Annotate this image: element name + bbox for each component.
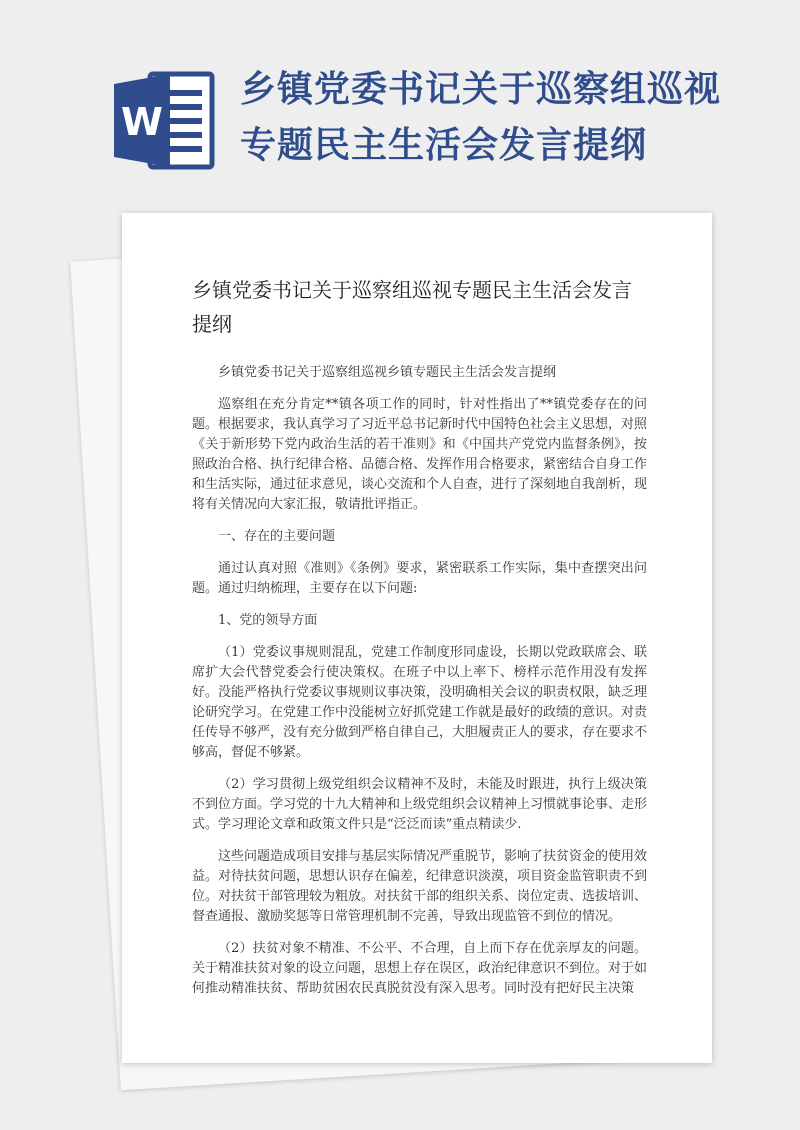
paragraph-impact: 这些问题造成项目安排与基层实际情况严重脱节，影响了扶贫资金的使用效益。对待扶贫问题，思想认识存在偏差，纪律意识淡漠，项目资金监管职责不到位。对扶贫干部管理较为粗放。对扶贫干部的组织关系、岗位定责、选拔培训、督查通报、激励奖惩等日常管理机制不完善，导致出现监管不到位的情况。 <box>192 849 648 924</box>
header-title-line-1: 乡镇党委书记关于巡察组巡视 <box>240 69 722 110</box>
paragraph-summary: 通过认真对照《准则》《条例》要求，紧密联系工作实际，集中查摆突出问题。通过归纳梳理，主要存在以下问题: <box>192 561 647 596</box>
section-heading-1: 一、存在的主要问题 <box>218 529 336 544</box>
header-title-line-2: 专题民主生活会发言提纲 <box>240 125 648 166</box>
paragraph-item-1: （1）党委议事规则混乱，党建工作制度形同虚设，长期以党政联席会、联席扩大会代替党委会行使决策权。在班子中以上率下、榜样示范作用没有发挥好。没能严格执行党委议事规则议事决策，没明确相关会议的职责权限，缺乏理论研究学习。在党建工作中没能树立好抓党建工作就是最好的政绩的意识。对责任传导不够严，没有充分做到严格自律自己，大胆履责正人的要求，存在要求不够高，督促不够紧。 <box>192 645 648 760</box>
paragraph-item-3: （2）扶贫对象不精准、不公平、不合理，自上而下存在优亲厚友的问题。关于精准扶贫对象的设立问题，思想上存在误区，政治纪律意识不到位。对于如何推动精准扶贫、帮助贫困农民真脱贫没有深入思考。同时没有把好民主决策 <box>192 941 648 996</box>
subsection-heading-1: 1、党的领导方面 <box>218 613 318 628</box>
document-header <box>0 0 800 215</box>
document-title: 乡镇党委书记关于巡察组巡视专题民主生活会发言提纲 <box>192 278 632 336</box>
paragraph-item-2: （2）学习贯彻上级党组织会议精神不及时，未能及时跟进，执行上级决策不到位方面。学习党的十九大精神和上级党组织会议精神上习惯就事论事、走形式。学习理论文章和政策文件只是“泛泛而读”重点精读少. <box>192 777 648 832</box>
document-page <box>122 213 712 1063</box>
document-content <box>192 273 647 1011</box>
header-title <box>240 62 780 174</box>
svg-text:W: W <box>121 100 163 144</box>
paragraph-subtitle: 乡镇党委书记关于巡察组巡视乡镇专题民主生活会发言提纲 <box>218 365 557 380</box>
word-icon <box>112 68 217 173</box>
paragraph-intro: 巡察组在充分肯定**镇各项工作的同时，针对性指出了**镇党委存在的问题。根据要求，我认真学习了习近平总书记新时代中国特色社会主义思想，对照《关于新形势下党内政治生活的若干准则》和《中国共产党党内监督条例》，按照政治合格、执行纪律合格、品德合格、发挥作用合格要求，紧密结合自身工作和生活实际，通过征求意见，谈心交流和个人自查，进行了深刻地自我剖析，现将有关情况向大家汇报，敬请批评指正。 <box>192 397 648 512</box>
